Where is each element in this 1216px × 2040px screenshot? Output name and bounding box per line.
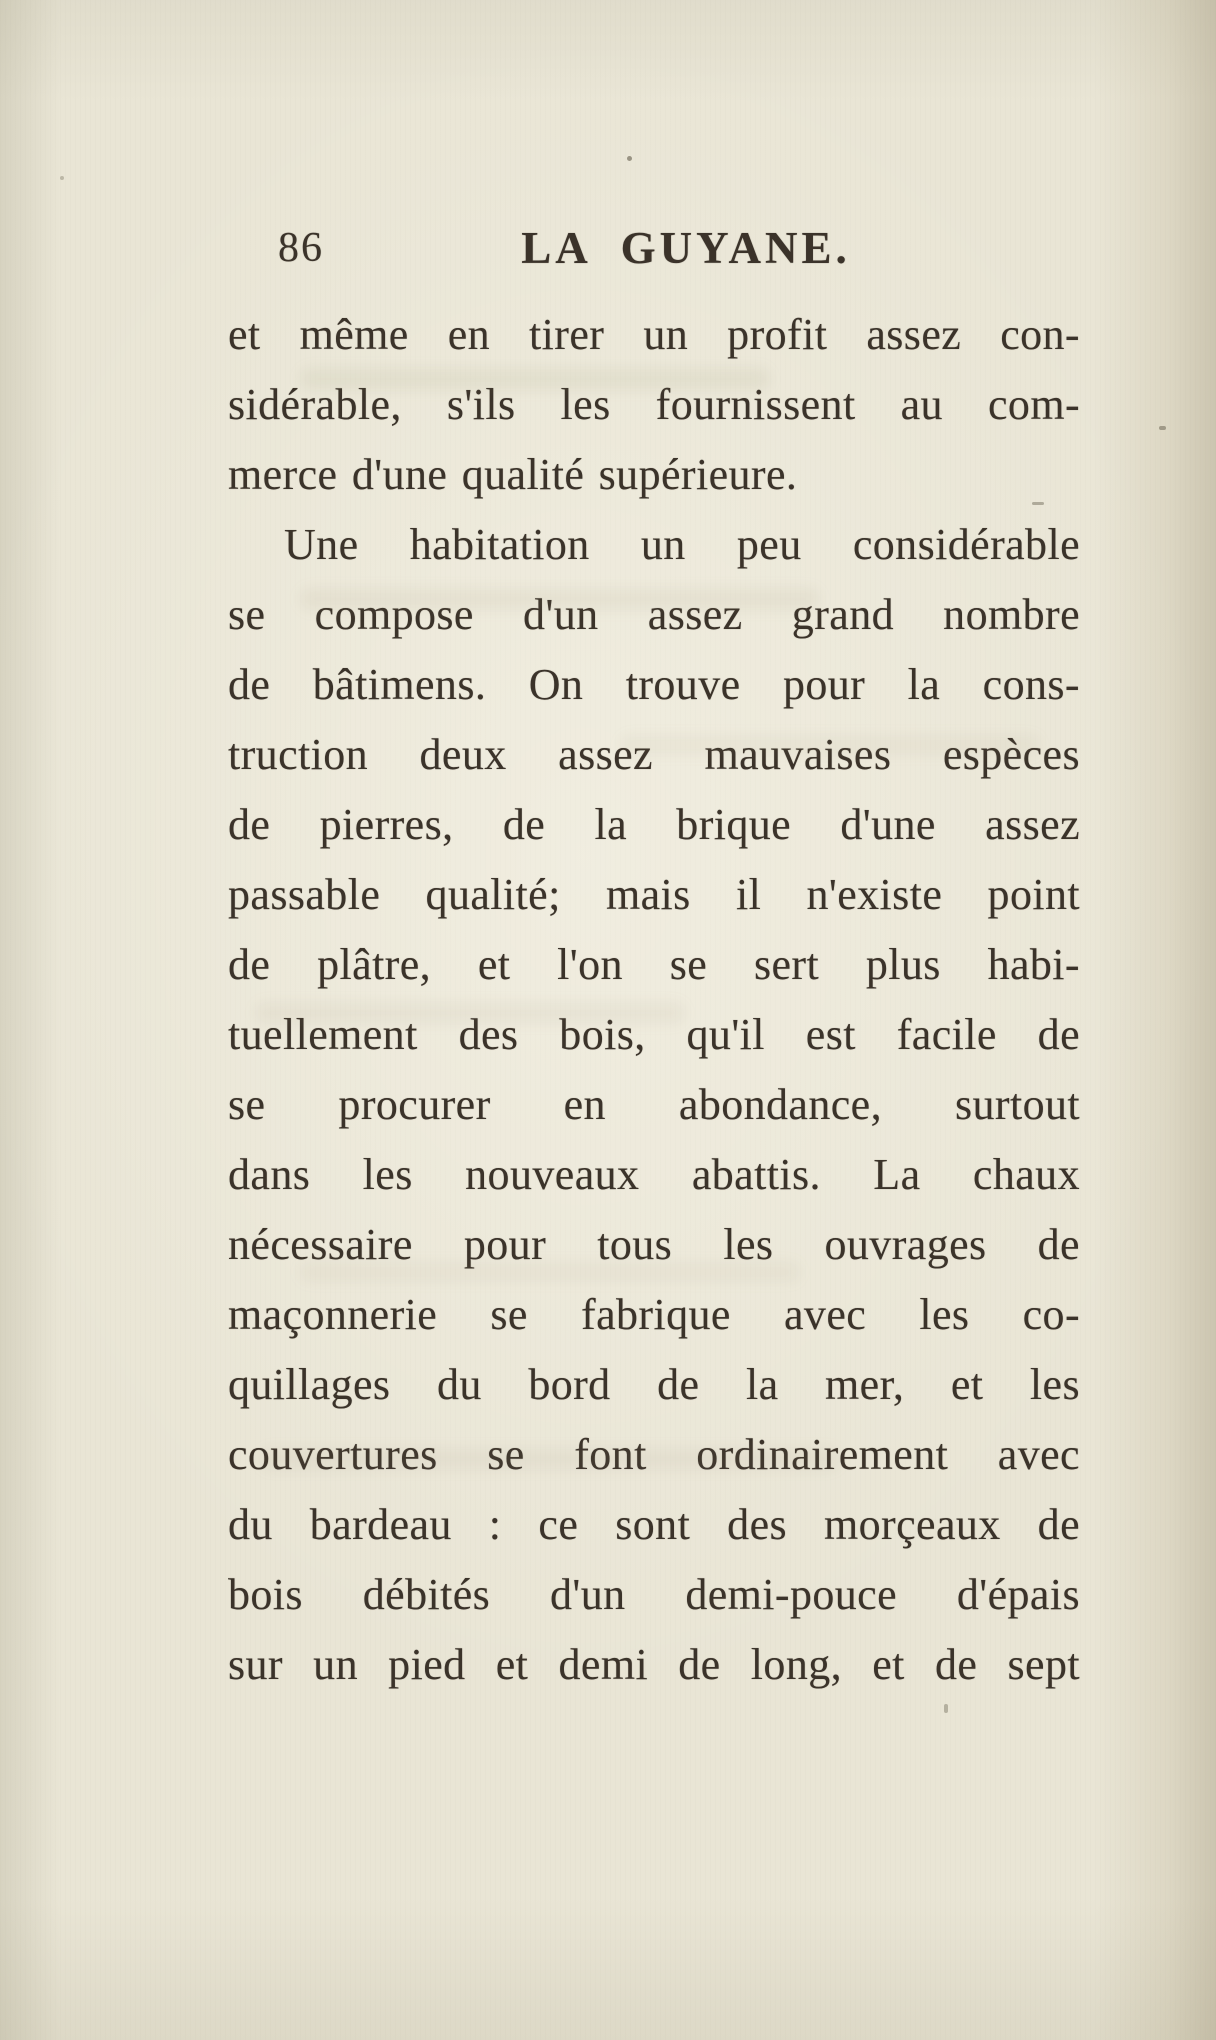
- text-line: Une habitation un peu considérable: [284, 520, 1080, 569]
- text-line: se compose d'un assez grand nombre: [228, 590, 1080, 639]
- text-line: bois débités d'un demi-pouce d'épais: [228, 1570, 1080, 1619]
- ink-speck: [1159, 426, 1166, 430]
- text-line: sidérable, s'ils les fournissent au com-: [228, 380, 1080, 429]
- text-line: truction deux assez mauvaises espèces: [228, 730, 1080, 779]
- text-line: maçonnerie se fabrique avec les co-: [228, 1290, 1080, 1339]
- text-line: se procurer en abondance, surtout: [228, 1080, 1080, 1129]
- text-line: passable qualité; mais il n'existe point: [228, 870, 1080, 919]
- text-line: merce d'une qualité supérieure.: [228, 450, 798, 499]
- text-line: tuellement des bois, qu'il est facile de: [228, 1010, 1080, 1059]
- text-line: nécessaire pour tous les ouvrages de: [228, 1220, 1080, 1269]
- ink-speck: [627, 156, 632, 161]
- text-line: sur un pied et demi de long, et de sept: [228, 1640, 1080, 1689]
- text-line: et même en tirer un profit assez con-: [228, 310, 1080, 359]
- text-line: quillages du bord de la mer, et les: [228, 1360, 1080, 1409]
- ink-speck: [944, 1704, 948, 1713]
- page-number: 86: [278, 225, 324, 271]
- page-header: [228, 222, 1080, 274]
- page-text: [228, 300, 1080, 1700]
- text-line: de bâtimens. On trouve pour la cons-: [228, 660, 1080, 709]
- running-title: LA GUYANE.: [521, 223, 851, 273]
- text-line: de pierres, de la brique d'une assez: [228, 800, 1080, 849]
- text-line: de plâtre, et l'on se sert plus habi-: [228, 940, 1080, 989]
- text-line: couvertures se font ordinairement avec: [228, 1430, 1080, 1479]
- text-line: dans les nouveaux abattis. La chaux: [228, 1150, 1080, 1199]
- ink-speck: [60, 176, 64, 180]
- text-line: du bardeau : ce sont des morçeaux de: [228, 1500, 1080, 1549]
